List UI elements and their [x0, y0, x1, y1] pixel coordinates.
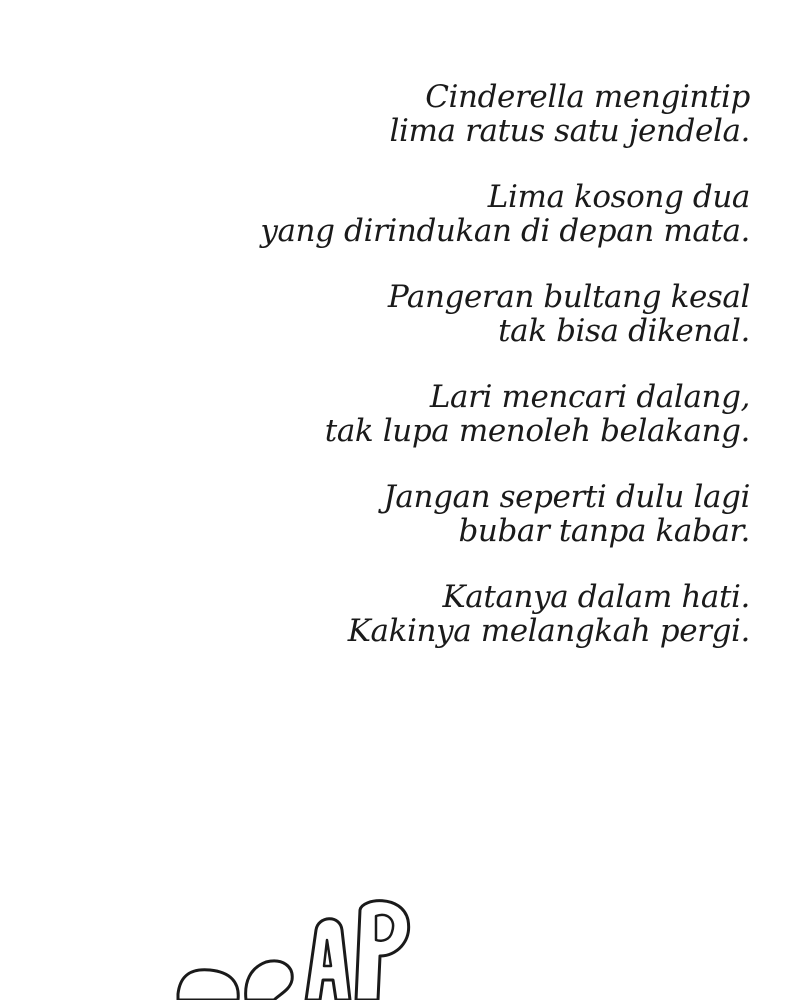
- poem-line: Lima kosong dua: [487, 179, 750, 215]
- poem-line: Cinderella mengintip: [425, 79, 750, 115]
- poem-line: lima ratus satu jendela.: [389, 113, 750, 149]
- sfx-letter-p-hole: [376, 915, 393, 941]
- sound-effect-lettering: [170, 890, 430, 1000]
- stanza-5: [230, 480, 750, 548]
- sfx-letter-d: [178, 970, 238, 1000]
- stanza-3: [230, 280, 750, 348]
- poem-line: Jangan seperti dulu lagi: [383, 479, 750, 515]
- stanza-1: [230, 80, 750, 148]
- poem-line: Katanya dalam hati.: [442, 579, 750, 615]
- poem-line: bubar tanpa kabar.: [458, 513, 750, 549]
- poem-line: Kakinya melangkah pergi.: [347, 613, 750, 649]
- sfx-letter-r: [246, 961, 293, 1000]
- stanza-2: [230, 180, 750, 248]
- stanza-6: [230, 580, 750, 648]
- poem-line: Pangeran bultang kesal: [387, 279, 750, 315]
- poem-line: yang dirindukan di depan mata.: [260, 213, 750, 249]
- poem-block: [230, 80, 750, 680]
- poem-line: tak bisa dikenal.: [498, 313, 750, 349]
- poem-line: Lari mencari dalang,: [429, 379, 750, 415]
- poem-line: tak lupa menoleh belakang.: [324, 413, 750, 449]
- stanza-4: [230, 380, 750, 448]
